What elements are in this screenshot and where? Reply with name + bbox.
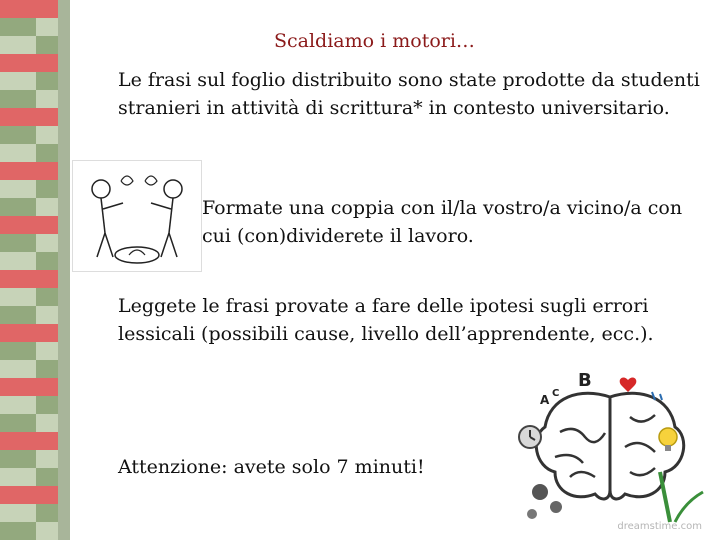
- slide-title: Scaldiamo i motori…: [274, 30, 475, 52]
- stripe-row: [0, 342, 70, 360]
- stripe-row: [0, 252, 70, 270]
- task-instruction: Leggete le frasi provate a fare delle ipotesi sugli errori lessicali (possibili cause, livello dell’apprendente, ecc.).: [118, 295, 654, 345]
- letter-c: C: [552, 388, 560, 399]
- people-discussing-illustration: [72, 160, 202, 272]
- stripe-row: [0, 360, 70, 378]
- watermark-text: dreamstime.com: [617, 521, 702, 532]
- stripe-row: [0, 54, 70, 72]
- stripe-row: [0, 486, 70, 504]
- letter-b: B: [578, 372, 592, 391]
- stripe-row: [0, 522, 70, 540]
- stripe-row: [0, 270, 70, 288]
- stripe-row: [0, 126, 70, 144]
- stripe-row: [0, 288, 70, 306]
- pair-instruction: Formate una coppia con il/la vostro/a vicino/a con cui (con)dividerete il lavoro.: [202, 197, 683, 247]
- stripe-row: [0, 162, 70, 180]
- time-warning: Attenzione: avete solo 7 minuti!: [118, 456, 425, 478]
- decorative-stripe-bar: [0, 0, 70, 540]
- stripe-row: [0, 180, 70, 198]
- stripe-row: [0, 450, 70, 468]
- stripe-row: [0, 108, 70, 126]
- stripe-row: [0, 0, 70, 18]
- stripe-row: [0, 468, 70, 486]
- stripe-row: [0, 36, 70, 54]
- stripe-row: [0, 306, 70, 324]
- stripe-row: [0, 378, 70, 396]
- stripe-row: [0, 90, 70, 108]
- stripe-row: [0, 198, 70, 216]
- stripe-row: [0, 144, 70, 162]
- stripe-row: [0, 18, 70, 36]
- stripe-row: [0, 324, 70, 342]
- stripe-row: [0, 234, 70, 252]
- stripe-row: [0, 432, 70, 450]
- stripe-row: [0, 72, 70, 90]
- brain-doodle-icon: [510, 372, 710, 532]
- letter-a: A: [540, 393, 550, 407]
- stripe-row: [0, 504, 70, 522]
- stripe-row: [0, 414, 70, 432]
- stripe-row: [0, 396, 70, 414]
- intro-paragraph: Le frasi sul foglio distribuito sono state prodotte da studenti stranieri in attività di scrittura* in contesto universitario.: [118, 69, 700, 119]
- stripe-row: [0, 216, 70, 234]
